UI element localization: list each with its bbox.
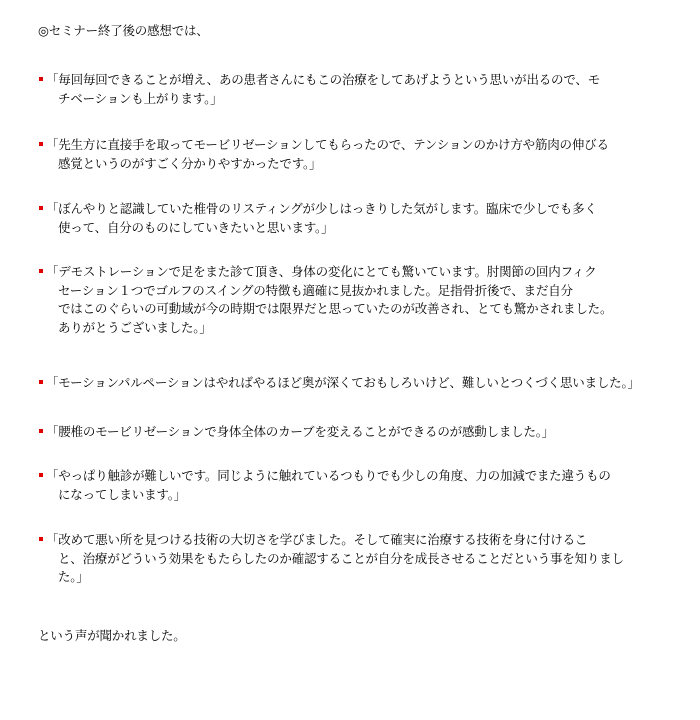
comment-text: 「ぼんやりと認識していた椎骨のリスティングが少しはっきりした気がします。臨床で少しでも多く 使って、自分のものにしていきたいと思います。」 xyxy=(46,201,597,235)
comment-text: 「デモストレーションで足をまた診て頂き、身体の変化にとても驚いています。肘関節の回内フィク セーション１つでゴルフのスイングの特徴も適確に見抜かれました。足指骨折後で、まだ自分 ではこのぐらいの可動域が今の時期では限界だと思っていたのが改善され、とても驚かされました。 ありがとうございました。」 xyxy=(46,264,613,335)
comment-item xyxy=(42,374,672,393)
comment-text: 「改めて悪い所を見つける技術の大切さを学びました。そして確実に治療する技術を身に付けるこ と、治療がどういう効果をもたらしたのか確認することが自分を成長させることだという事を知りまし た。」 xyxy=(46,532,624,584)
bullet-marker-icon xyxy=(39,142,43,146)
closing-text: という声が聞かれました。 xyxy=(38,628,186,643)
bullet-marker-icon xyxy=(39,77,43,81)
comment-text: 「やっぱり触診が難しいです。同じように触れているつもりでも少しの角度、力の加減でまた違うもの になってしまいます。」 xyxy=(46,468,611,502)
comment-item xyxy=(42,71,672,108)
comment-item xyxy=(42,136,672,173)
bullet-marker-icon xyxy=(39,206,43,210)
bullet-marker-icon xyxy=(39,473,43,477)
comment-item xyxy=(42,423,672,442)
bullet-marker-icon xyxy=(39,429,43,433)
comment-text: 「毎回毎回できることが増え、あの患者さんにもこの治療をしてあげようという思いが出るので、モ チベーションも上がります。」 xyxy=(46,72,601,106)
intro-heading: ◎セミナー終了後の感想では、 xyxy=(38,23,209,38)
comment-text: 「先生方に直接手を取ってモービリゼーションしてもらったので、テンションのかけ方や筋肉の伸びる 感覚というのがすごく分かりやすかったです。」 xyxy=(46,137,609,171)
bullet-marker-icon xyxy=(39,380,43,384)
comment-item xyxy=(42,467,672,504)
comment-text: 「モーションパルペーションはやればやるほど奥が深くておもしろいけど、難しいとつくづく思いました。」 xyxy=(46,375,640,390)
bullet-marker-icon xyxy=(39,269,43,273)
comment-item xyxy=(42,200,672,237)
comment-item xyxy=(42,531,672,587)
bullet-marker-icon xyxy=(39,537,43,541)
comment-text: 「腰椎のモービリゼーションで身体全体のカーブを変えることができるのが感動しました。」 xyxy=(46,424,555,439)
comment-item xyxy=(42,263,672,337)
